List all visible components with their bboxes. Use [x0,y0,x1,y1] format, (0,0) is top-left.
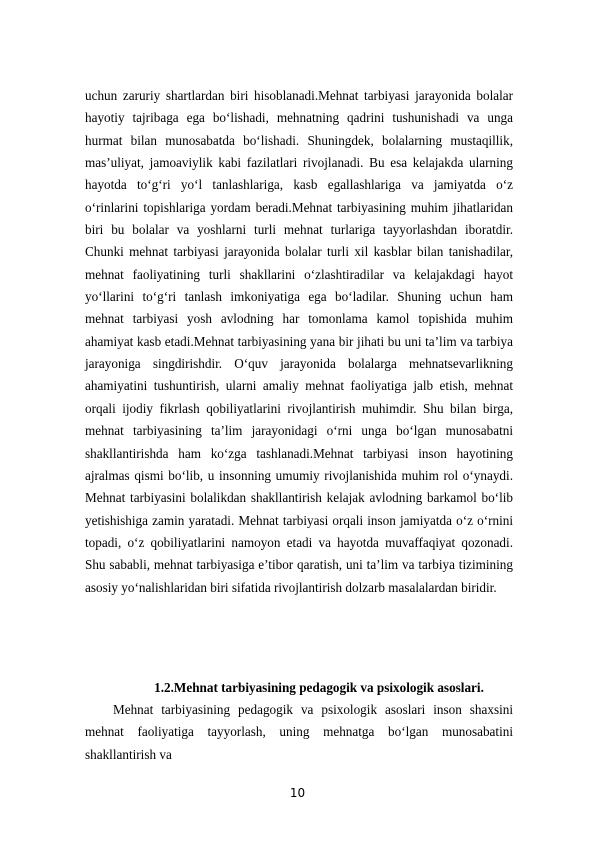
paragraph: uchun zaruriy shartlardan biri hisoblanadi.Mehnat tarbiyasi jarayonida bolalar hayotiy tajribaga ega bo‘lishadi, mehnatning qadrini tushunishadi va unga hurmat bilan munosabatda bo‘lishadi. Shuningdek, bolalarning mustaqillik, mas’uliyat, jamoaviylik kabi fazilatlari rivojlanadi. Bu esa kelajakda ularning hayotda to‘g‘ri yo‘l tanlashlariga, kasb egallashlariga va jamiyatda o‘z o‘rinlarini topishlariga yordam beradi.Mehnat tarbiyasining muhim jihatlaridan biri bu bolalar va yoshlarni turli mehnat turlariga tayyorlashdan iboratdir. Chunki mehnat tarbiyasi jarayonida bolalar turli xil kasblar bilan tanishadilar, mehnat faoliyatining turli shakllarini o‘zlashtiradilar va kelajakdagi hayot yo‘llarini to‘g‘ri tanlash imkoniyatiga ega bo‘ladilar. Shuning uchun ham mehnat tarbiyasi yosh avlodning har tomonlama kamol topishida muhim ahamiyat kasb etadi.Mehnat tarbiyasining yana bir jihati bu uni ta’lim va tarbiya jarayoniga singdirishdir. O‘quv jarayonida bolalarga mehnatsevarlikning ahamiyatini tushuntirish, ularni amaliy mehnat faoliyatiga jalb etish, mehnat orqali ijodiy fikrlash qobiliyatlarini rivojlantirish muhimdir. Shu bilan birga, mehnat tarbiyasining ta’lim jarayonidagi o‘rni unga bo‘lgan munosabatni shakllantirishda ham ko‘zga tashlanadi.Mehnat tarbiyasi inson hayotining ajralmas qismi bo‘lib, u insonning umumiy rivojlanishida muhim rol o‘ynaydi. Mehnat tarbiyasini bolalikdan shakllantirish kelajak avlodning barkamol bo‘lib yetishishiga zamin yaratadi. Mehnat tarbiyasi orqali inson jamiyatda o‘z o‘rnini topadi, o‘z qobiliyatlarini namoyon etadi va hayotda muvaffaqiyat qozonadi. Shu sababli, mehnat tarbiyasiga e’tibor qaratish, uni ta’lim va tarbiya tizimining asosiy yo‘nalishlaridan biri sifatida rivojlantirish dolzarb masalalardan biridir. [85,88,513,595]
page-number: 10 [289,786,306,800]
body-text-continued [85,699,513,766]
section-heading: 1.2.Mehnat tarbiyasining pedagogik va psixologik asoslari. [154,680,484,695]
body-text [85,85,513,599]
paragraph: Mehnat tarbiyasining pedagogik va psixologik asoslari inson shaxsini mehnat faoliyatiga tayyorlash, uning mehnatga bo‘lgan munosabatini shakllantirish va [85,702,513,762]
